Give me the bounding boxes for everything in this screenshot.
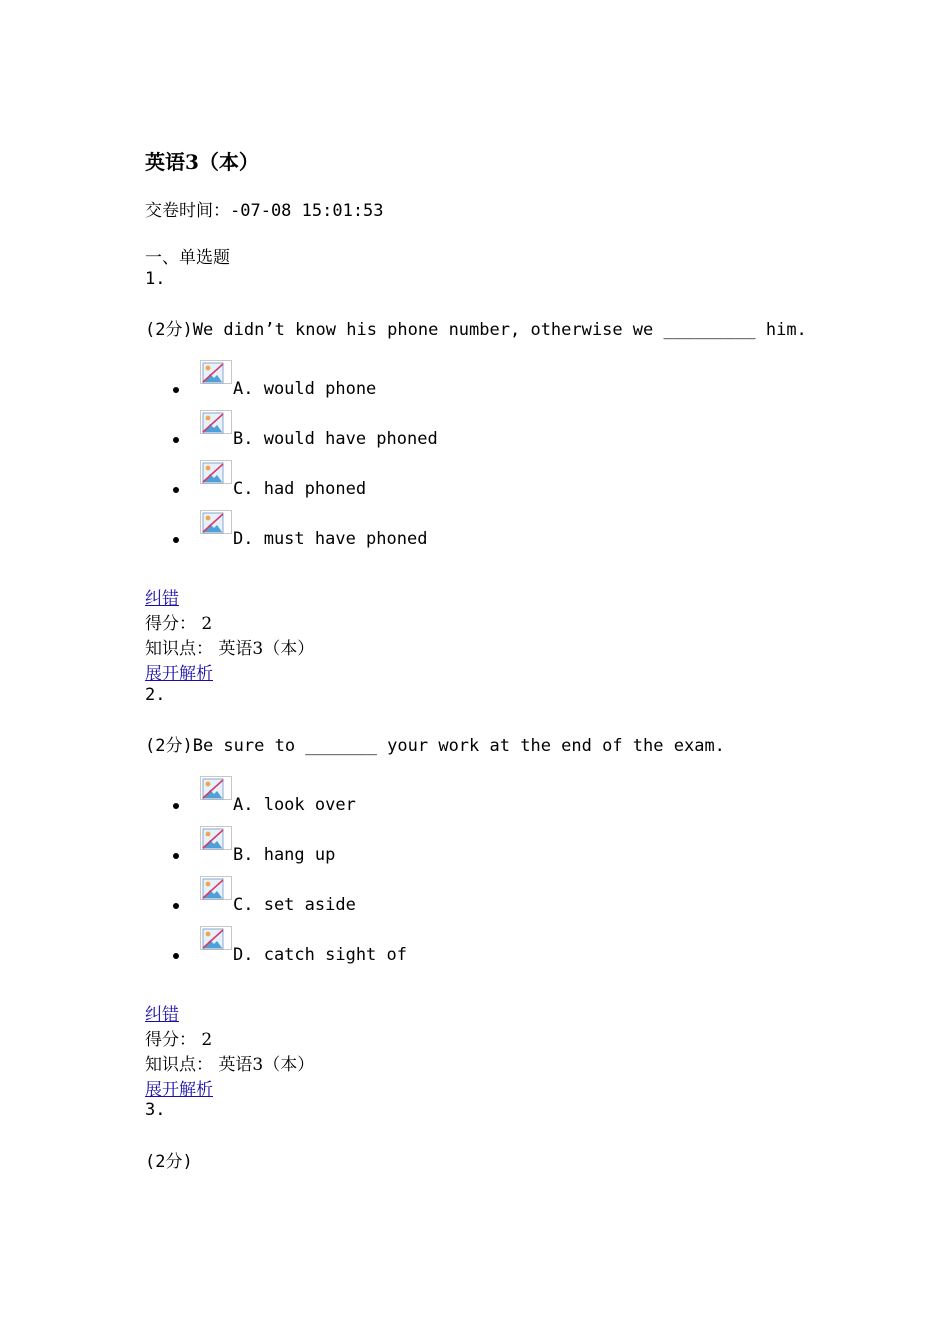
bullet-icon — [173, 853, 179, 859]
option-label: D. catch sight of — [233, 945, 407, 965]
expand-analysis-link[interactable]: 展开解析 — [145, 1080, 213, 1100]
option-label: C. set aside — [233, 895, 356, 915]
knowledge-point: 知识点： 英语3（本） — [145, 1055, 315, 1075]
bullet-icon — [173, 803, 179, 809]
knowledge-point: 知识点： 英语3（本） — [145, 639, 315, 659]
broken-image-icon — [200, 510, 232, 534]
report-error-link[interactable]: 纠错 — [145, 1005, 179, 1025]
expand-analysis-link[interactable]: 展开解析 — [145, 664, 213, 684]
option-label: A. look over — [233, 795, 356, 815]
question-number: 2. — [145, 685, 166, 705]
page-title: 英语3（本） — [145, 150, 259, 174]
question-stem: (2分)We didn’t know his phone number, otherwise we _________ him. — [145, 320, 807, 340]
broken-image-icon — [200, 826, 232, 850]
broken-image-icon — [200, 360, 232, 384]
question-number: 1. — [145, 269, 166, 289]
broken-image-icon — [200, 410, 232, 434]
broken-image-icon — [200, 460, 232, 484]
score: 得分： 2 — [145, 1030, 213, 1050]
option-label: B. would have phoned — [233, 429, 438, 449]
score: 得分： 2 — [145, 614, 213, 634]
question-number: 3. — [145, 1100, 166, 1120]
question-stem: (2分) — [145, 1152, 193, 1172]
option-label: B. hang up — [233, 845, 336, 865]
bullet-icon — [173, 903, 179, 909]
option-label: C. had phoned — [233, 479, 367, 499]
bullet-icon — [173, 437, 179, 443]
option-label: D. must have phoned — [233, 529, 428, 549]
broken-image-icon — [200, 926, 232, 950]
bullet-icon — [173, 537, 179, 543]
option-label: A. would phone — [233, 379, 377, 399]
bullet-icon — [173, 487, 179, 493]
bullet-icon — [173, 387, 179, 393]
report-error-link[interactable]: 纠错 — [145, 589, 179, 609]
question-stem: (2分)Be sure to _______ your work at the end of the exam. — [145, 736, 725, 756]
section-title: 一、单选题 — [145, 248, 230, 268]
broken-image-icon — [200, 776, 232, 800]
bullet-icon — [173, 953, 179, 959]
broken-image-icon — [200, 876, 232, 900]
submit-time: 交卷时间：-07-08 15:01:53 — [145, 201, 384, 221]
